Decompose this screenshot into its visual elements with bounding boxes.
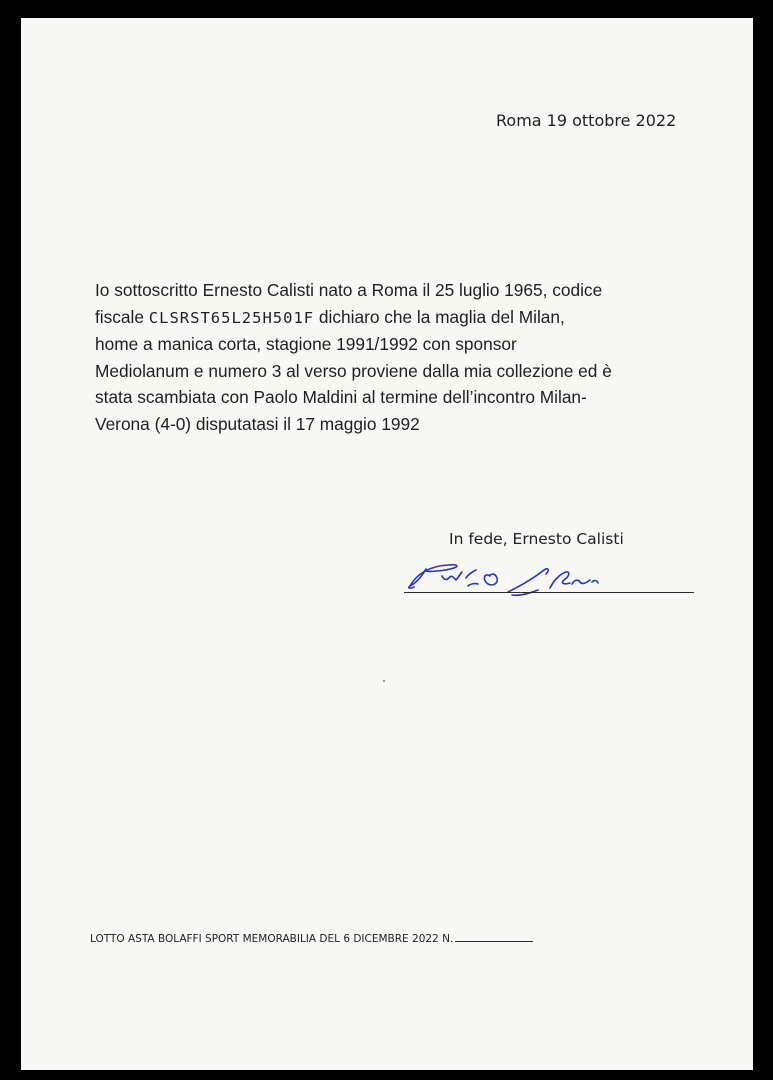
body-line-1 <box>95 277 705 304</box>
body-line-2 <box>95 304 705 332</box>
handwritten-signature <box>404 556 614 600</box>
body-text-segment: Io sottoscritto Ernesto Calisti nato a Roma il 25 luglio 1965, codice <box>95 280 603 300</box>
fiscal-code: CLSRST65L25H501F <box>148 308 315 327</box>
auction-lot-footer <box>90 930 533 945</box>
closing-line: In fede, Ernesto Calisti <box>449 530 624 548</box>
body-text-segment: dichiaro che la maglia del Milan, <box>314 306 565 327</box>
lot-number-blank <box>455 930 533 942</box>
date-line: Roma 19 ottobre 2022 <box>496 111 677 130</box>
declaration-body <box>95 277 705 438</box>
body-text-segment: home a manica corta, stagione 1991/1992 con sponsor <box>95 334 517 355</box>
body-text-segment: Mediolanum e numero 3 al verso proviene dalla mia collezione ed è <box>95 360 612 381</box>
body-text-segment: fiscale <box>95 306 149 327</box>
body-line-5 <box>95 384 705 411</box>
body-text-segment: Verona (4-0) disputatasi il 17 maggio 1992 <box>95 413 420 434</box>
signature-line <box>404 592 694 593</box>
body-text-segment: stata scambiata con Paolo Maldini al termine dell’incontro Milan- <box>95 387 587 408</box>
auction-lot-text: LOTTO ASTA BOLAFFI SPORT MEMORABILIA DEL 6 DICEMBRE 2022 N. <box>90 933 454 945</box>
body-line-4 <box>95 358 705 385</box>
paper-speck <box>383 680 385 682</box>
paper-sheet <box>21 18 753 1070</box>
body-line-3 <box>95 331 705 358</box>
body-line-6 <box>95 411 705 438</box>
